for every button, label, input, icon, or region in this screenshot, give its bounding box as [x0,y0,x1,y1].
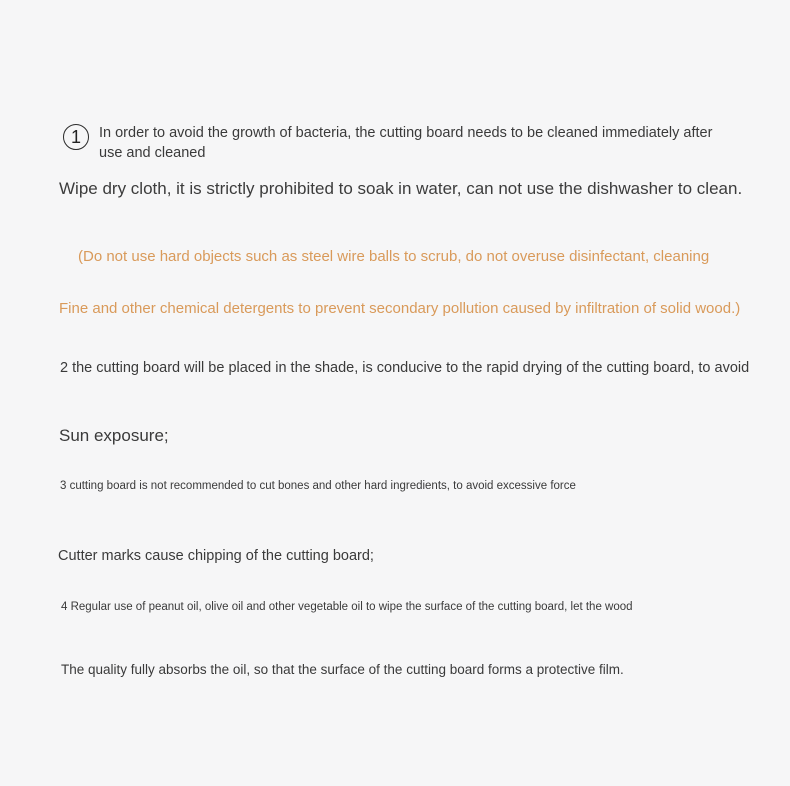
step-3-text: 3 cutting board is not recommended to cut bones and other hard ingredients, to avoid excessive force [60,480,576,492]
cutter-marks-text: Cutter marks cause chipping of the cutting board; [58,548,374,564]
oil-absorption-text: The quality fully absorbs the oil, so that the surface of the cutting board forms a protective film. [61,662,624,677]
wipe-dry-instruction: Wipe dry cloth, it is strictly prohibited to soak in water, can not use the dishwasher to clean. [59,179,743,198]
step-4-text: 4 Regular use of peanut oil, olive oil and other vegetable oil to wipe the surface of the cutting board, let the wood [61,601,633,613]
step-1-circled-number: 1 [63,124,89,150]
step-2-text: 2 the cutting board will be placed in the shade, is conducive to the rapid drying of the cutting board, to avoid [60,360,750,376]
step-1-text: In order to avoid the growth of bacteria, the cutting board needs to be cleaned immediately after use and cleaned [99,125,713,161]
caution-note-line-2: Fine and other chemical detergents to prevent secondary pollution caused by infiltration of solid wood.) [59,300,741,317]
caution-note-line-1: (Do not use hard objects such as steel wire balls to scrub, do not overuse disinfectant, cleaning [78,248,710,265]
sun-exposure-text: Sun exposure; [59,426,169,445]
